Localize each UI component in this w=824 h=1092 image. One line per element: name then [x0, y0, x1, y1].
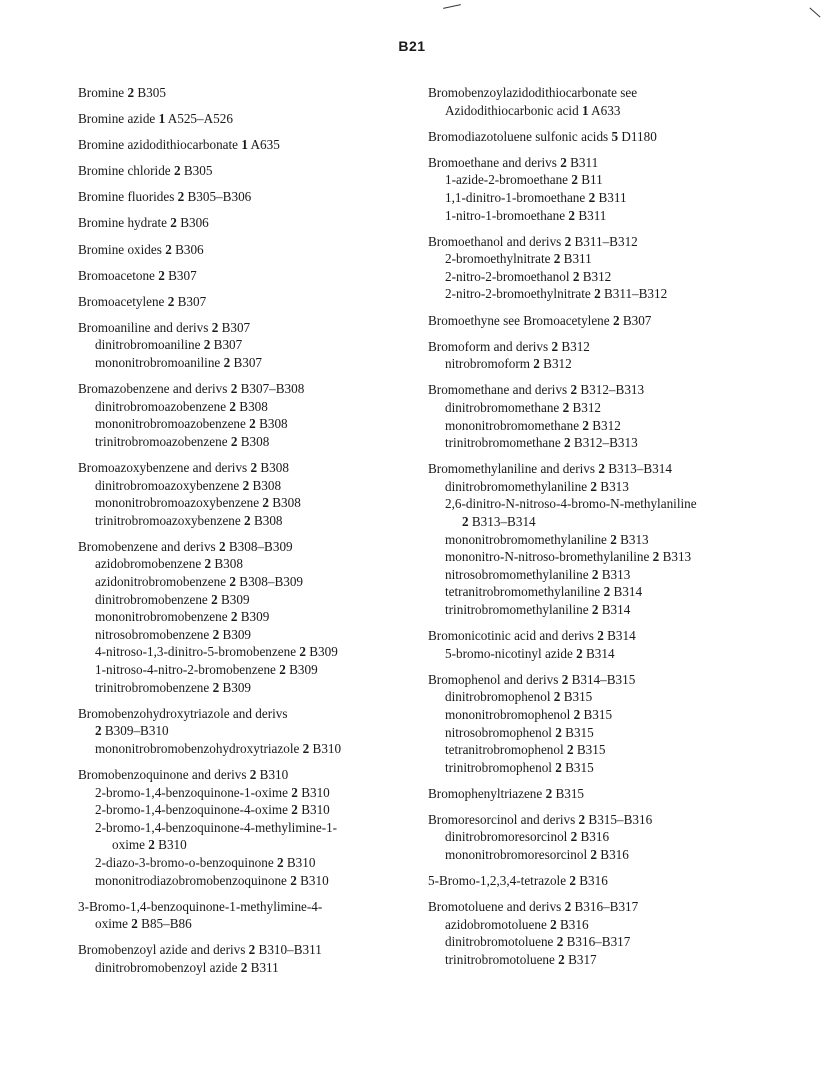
entry-heading: Bromonicotinic acid and derivs 2 B314 — [428, 628, 636, 644]
scan-mark — [443, 4, 461, 9]
subentry: mononitrobromophenol 2 B315 — [445, 706, 613, 722]
subentry: nitrosobromomethylaniline 2 B313 — [445, 566, 631, 582]
subentry: trinitrobromobenzene 2 B309 — [95, 679, 252, 695]
subentry: 2-nitro-2-bromoethanol 2 B312 — [445, 268, 612, 284]
subentry: 2-diazo-3-bromo-o-benzoquinone 2 B310 — [95, 854, 316, 870]
entry-heading: Bromine chloride 2 B305 — [78, 163, 213, 179]
subentry: 2-bromoethylnitrate 2 B311 — [445, 251, 592, 267]
index-entry — [78, 898, 413, 933]
entry-heading: Bromophenol and derivs 2 B314–B315 — [428, 671, 636, 687]
entry-heading: Bromine 2 B305 — [78, 85, 166, 100]
subentry: 2-nitro-2-bromoethylnitrate 2 B311–B312 — [445, 286, 668, 302]
subentry-continuation: oxime 2 B310 — [112, 837, 187, 853]
entry-heading: Bromobenzoyl azide and derivs 2 B310–B311 — [78, 942, 322, 958]
subentry: 1,1-dinitro-1-bromoethane 2 B311 — [445, 189, 627, 205]
subentry: trinitrobromophenol 2 B315 — [445, 759, 594, 775]
entry-heading: Bromoacetone 2 B307 — [78, 267, 197, 283]
index-entry — [78, 84, 413, 102]
index-entry — [428, 84, 818, 119]
entry-heading: 3-Bromo-1,4-benzoquinone-1-methylimine-4- — [78, 898, 323, 914]
subentry: mononitrobromoaniline 2 B307 — [95, 355, 263, 371]
entry-heading: Bromomethylaniline and derivs 2 B313–B314 — [428, 461, 672, 477]
subentry: dinitrobromomethylaniline 2 B313 — [445, 478, 629, 494]
subentry: mononitrobromobenzohydroxytriazole 2 B310 — [95, 740, 342, 756]
subentry: 1-azide-2-bromoethane 2 B11 — [445, 172, 603, 188]
subentry: 1-nitroso-4-nitro-2-bromobenzene 2 B309 — [95, 662, 318, 678]
subentry: 4-nitroso-1,3-dinitro-5-bromobenzene 2 B309 — [95, 644, 338, 660]
index-entry — [78, 267, 413, 285]
subentry: dinitrobromoaniline 2 B307 — [95, 337, 243, 353]
entry-heading: Bromotoluene and derivs 2 B316–B317 — [428, 899, 639, 915]
index-entry — [78, 241, 413, 259]
subentry: mononitrobromoresorcinol 2 B316 — [445, 847, 629, 863]
index-entry — [428, 627, 818, 662]
index-entry — [428, 898, 818, 968]
index-entry — [78, 705, 413, 758]
index-entry — [428, 460, 818, 618]
index-entry — [428, 811, 818, 864]
subentry: mononitrobromoazoxybenzene 2 B308 — [95, 495, 301, 511]
entry-heading: Bromodiazotoluene sulfonic acids 5 D1180 — [428, 128, 657, 144]
index-entry — [428, 381, 818, 451]
entry-heading-continuation: Azidodithiocarbonic acid 1 A633 — [445, 102, 621, 118]
entry-heading: 5-Bromo-1,2,3,4-tetrazole 2 B316 — [428, 873, 608, 889]
subentry: 1-nitro-1-bromoethane 2 B311 — [445, 207, 607, 223]
subentry: dinitrobromoresorcinol 2 B316 — [445, 829, 610, 845]
subentry: trinitrobromoazobenzene 2 B308 — [95, 433, 270, 449]
subentry: 5-bromo-nicotinyl azide 2 B314 — [445, 645, 615, 661]
subentry: azidobromobenzene 2 B308 — [95, 556, 243, 572]
subentry: mononitrodiazobromobenzoquinone 2 B310 — [95, 872, 329, 888]
subentry: mononitrobromoazobenzene 2 B308 — [95, 416, 288, 432]
subentry: mononitrobromomethylaniline 2 B313 — [445, 531, 649, 547]
index-entry — [78, 538, 413, 696]
entry-heading: Bromine azidodithiocarbonate 1 A635 — [78, 137, 280, 153]
entry-heading-continuation: oxime 2 B85–B86 — [95, 916, 192, 932]
subentry: mononitrobromomethane 2 B312 — [445, 417, 621, 433]
entry-heading: Bromobenzohydroxytriazole and derivs — [78, 705, 288, 721]
index-entry — [78, 162, 413, 180]
index-entry — [428, 671, 818, 777]
entry-heading: Bromoacetylene 2 B307 — [78, 293, 207, 309]
index-entry — [428, 312, 818, 330]
subentry: trinitrobromotoluene 2 B317 — [445, 952, 597, 968]
entry-heading: Bromazobenzene and derivs 2 B307–B308 — [78, 381, 305, 397]
subentry: trinitrobromomethylaniline 2 B314 — [445, 601, 631, 617]
page-label: B21 — [398, 38, 426, 54]
index-entry — [78, 380, 413, 450]
entry-heading: Bromobenzene and derivs 2 B308–B309 — [78, 538, 293, 554]
index-column-left — [78, 84, 413, 985]
subentry: dinitrobromophenol 2 B315 — [445, 689, 593, 705]
index-entry — [428, 233, 818, 303]
index-entry — [78, 110, 413, 128]
entry-heading: Bromoethane and derivs 2 B311 — [428, 154, 599, 170]
index-entry — [78, 319, 413, 372]
subentry-continuation: 2 B313–B314 — [462, 513, 536, 529]
subentry: 2,6-dinitro-N-nitroso-4-bromo-N-methylaniline — [445, 496, 697, 512]
subentry: mononitro-N-nitroso-bromethylaniline 2 B313 — [445, 549, 692, 565]
subentry: dinitrobromotoluene 2 B316–B317 — [445, 934, 631, 950]
subentry: nitrobromoform 2 B312 — [445, 356, 572, 372]
entry-heading: Bromomethane and derivs 2 B312–B313 — [428, 382, 645, 398]
entry-heading: Bromobenzoquinone and derivs 2 B310 — [78, 767, 289, 782]
subentry: 2-bromo-1,4-benzoquinone-1-oxime 2 B310 — [95, 784, 330, 800]
subentry: trinitrobromoazoxybenzene 2 B308 — [95, 512, 283, 528]
entry-heading: Bromoethyne see Bromoacetylene 2 B307 — [428, 312, 652, 328]
entry-heading: Bromophenyltriazene 2 B315 — [428, 785, 585, 801]
subentry: mononitrobromobenzene 2 B309 — [95, 609, 270, 625]
entry-heading-continuation: 2 B309–B310 — [95, 723, 169, 739]
entry-heading: Bromoaniline and derivs 2 B307 — [78, 319, 251, 335]
index-entry — [428, 128, 818, 146]
index-entry — [428, 872, 818, 890]
subentry: dinitrobromobenzene 2 B309 — [95, 591, 250, 607]
index-entry — [78, 459, 413, 529]
index-entry — [78, 293, 413, 311]
index-column-right — [428, 84, 818, 977]
entry-heading: Bromine hydrate 2 B306 — [78, 215, 209, 231]
subentry: nitrosobromobenzene 2 B309 — [95, 626, 252, 642]
subentry: nitrosobromophenol 2 B315 — [445, 724, 594, 740]
entry-heading: Bromoform and derivs 2 B312 — [428, 338, 590, 354]
subentry: azidobromotoluene 2 B316 — [445, 916, 589, 932]
index-entry — [78, 941, 413, 976]
index-entry — [78, 766, 413, 889]
subentry: 2-bromo-1,4-benzoquinone-4-methylimine-1- — [95, 819, 338, 835]
subentry: 2-bromo-1,4-benzoquinone-4-oxime 2 B310 — [95, 802, 330, 818]
entry-heading: Bromoethanol and derivs 2 B311–B312 — [428, 233, 638, 249]
subentry: dinitrobromobenzoyl azide 2 B311 — [95, 959, 279, 975]
index-entry — [428, 154, 818, 224]
entry-heading: Bromine oxides 2 B306 — [78, 241, 204, 257]
scan-mark — [809, 7, 820, 17]
entry-heading: Bromoresorcinol and derivs 2 B315–B316 — [428, 811, 653, 827]
index-entry — [78, 188, 413, 206]
entry-heading: Bromobenzoylazidodithiocarbonate see — [428, 85, 638, 100]
subentry: azidonitrobromobenzene 2 B308–B309 — [95, 574, 304, 590]
subentry: dinitrobromoazobenzene 2 B308 — [95, 398, 268, 414]
entry-heading: Bromoazoxybenzene and derivs 2 B308 — [78, 460, 289, 475]
subentry: tetranitrobromomethylaniline 2 B314 — [445, 584, 643, 600]
entry-heading: Bromine azide 1 A525–A526 — [78, 111, 233, 127]
index-entry — [428, 785, 818, 803]
subentry: tetranitrobromophenol 2 B315 — [445, 742, 606, 758]
subentry: trinitrobromomethane 2 B312–B313 — [445, 435, 638, 451]
subentry: dinitrobromoazoxybenzene 2 B308 — [95, 477, 282, 493]
entry-heading: Bromine fluorides 2 B305–B306 — [78, 189, 252, 205]
index-entry — [78, 214, 413, 232]
index-entry — [428, 338, 818, 373]
subentry: dinitrobromomethane 2 B312 — [445, 399, 602, 415]
index-entry — [78, 136, 413, 154]
